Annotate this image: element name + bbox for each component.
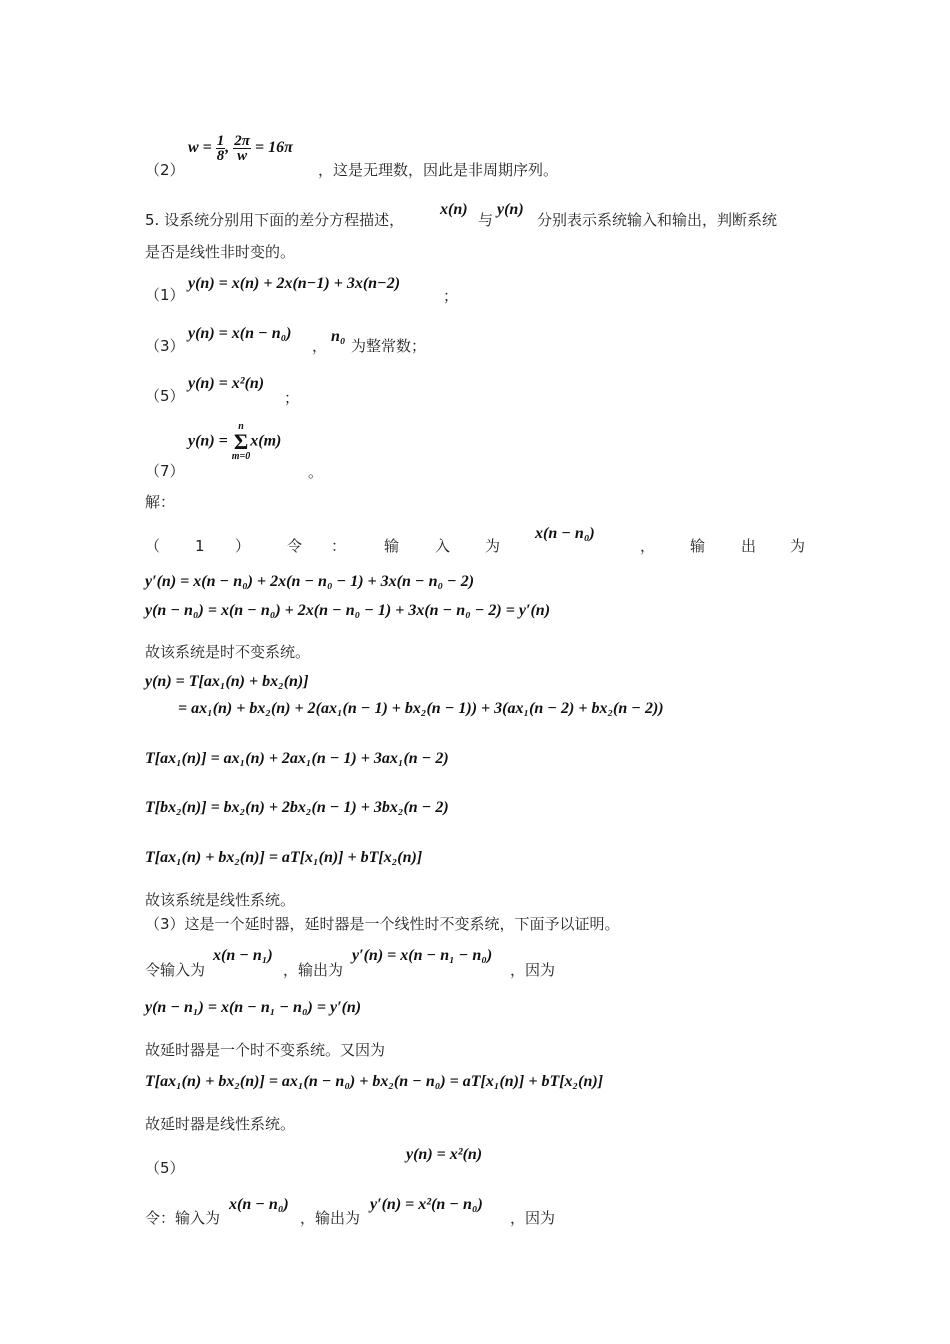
item3-text: 为整常数； [351,337,427,355]
solution3-output: y′(n) = x(n − n₁ − n₀) [352,947,493,964]
item3-comma: ， [312,337,328,355]
equation-7: y(n) = n Σ m=0x(m) [188,421,282,462]
item3-label: （3） [145,337,185,355]
item2-label: （2） [145,161,185,179]
linearity-equation-2: T[ax₁(n)] = ax₁(n) + 2ax₁(n − 1) + 3ax₁(n − 2) [145,750,449,767]
x-n-symbol: x(n) [440,201,468,218]
solution5-equation: y(n) = x²(n) [406,1146,483,1163]
summation-symbol: n Σ m=0 [231,421,251,462]
linearity-equation-3: T[bx₂(n)] = bx₂(n) + 2bx₂(n − 1) + 3bx₂(n − 2) [145,799,449,816]
time-invariant-conclusion-1: 故该系统是时不变系统。 [145,643,311,661]
frac-2pi-w: $\frac{2\pi}{w}$ [234,133,250,164]
question5-text: 5. 设系统分别用下面的差分方程描述， [145,211,405,229]
solution5-output: y′(n) = x²(n − n₀) [370,1196,483,1213]
item2-text: ，这是无理数，因此是非周期序列。 [318,161,559,179]
solution5-input-label: 令：输入为 [145,1209,221,1227]
linear-conclusion-3: 故延时器是线性系统。 [145,1115,296,1133]
solution1-equation-1: y′(n) = x(n − n₀) + 2x(n − n₀ − 1) + 3x(n − n₀ − 2) [145,573,475,590]
solution5-output-label: ，输出为 [300,1209,361,1227]
n0-symbol: n₀ [331,328,346,345]
equation-3: y(n) = x(n − n₀) [188,325,292,342]
linear-conclusion-1: 故该系统是线性系统。 [145,891,296,909]
solution1-intro: （ 1 ） 令 ： 输 入 为 ， 输 出 为 [145,537,806,555]
item7-period: 。 [308,463,324,481]
solution5-because: ，因为 [510,1209,556,1227]
solution3-because: ，因为 [510,961,556,979]
solution1-input: x(n − n₀) [535,525,595,542]
linearity-equation-1a: y(n) = T[ax₁(n) + bx₂(n)] [145,673,309,690]
frac-1-8: $\frac{1}{8}$ [216,133,225,164]
omega-formula: w = $\frac{1}{8}$ , $\frac{2\pi}{w}$ = 16π [188,133,293,164]
solution5-input: x(n − n₀) [229,1196,289,1213]
item1-semicolon: ； [443,287,459,305]
solution3-intro: （3）这是一个延时器，延时器是一个线性时不变系统，下面予以证明。 [145,915,620,933]
solution3-linearity-equation: T[ax₁(n) + bx₂(n)] = ax₁(n − n₀) + bx₂(n − n₀) = aT[x₁(n)] + bT[x₂(n)] [145,1073,604,1090]
equation-1: y(n) = x(n) + 2x(n−1) + 3x(n−2) [188,275,401,292]
item5-semicolon: ； [284,389,300,407]
solution-label: 解： [145,493,176,511]
and-text: 与 [478,211,494,229]
item7-label: （7） [145,462,185,480]
y-n-symbol: y(n) [497,201,524,218]
solution3-input-label: 令输入为 [145,961,206,979]
time-invariant-conclusion-3: 故延时器是一个时不变系统。又因为 [145,1041,386,1059]
solution3-output-label: ，输出为 [283,961,344,979]
solution3-input: x(n − n₁) [213,947,273,964]
solution1-equation-2: y(n − n₀) = x(n − n₀) + 2x(n − n₀ − 1) + 3x(n − n₀ − 2) = y′(n) [145,602,551,619]
question5-line2: 是否是线性非时变的。 [145,243,296,261]
linearity-equation-4: T[ax₁(n) + bx₂(n)] = aT[x₁(n)] + bT[x₂(n)] [145,849,423,866]
solution3-equation: y(n − n₁) = x(n − n₁ − n₀) = y′(n) [145,999,362,1016]
linearity-equation-1b: = ax₁(n) + bx₂(n) + 2(ax₁(n − 1) + bx₂(n − 1)) + 3(ax₁(n − 2) + bx₂(n − 2)) [178,700,664,717]
omega-eq: w = [188,139,216,157]
item5-label: （5） [145,387,185,405]
solution5-label: （5） [145,1159,185,1177]
item1-label: （1） [145,286,185,304]
equation-5: y(n) = x²(n) [188,375,265,392]
question5-text-cont: 分别表示系统输入和输出，判断系统 [537,211,778,229]
